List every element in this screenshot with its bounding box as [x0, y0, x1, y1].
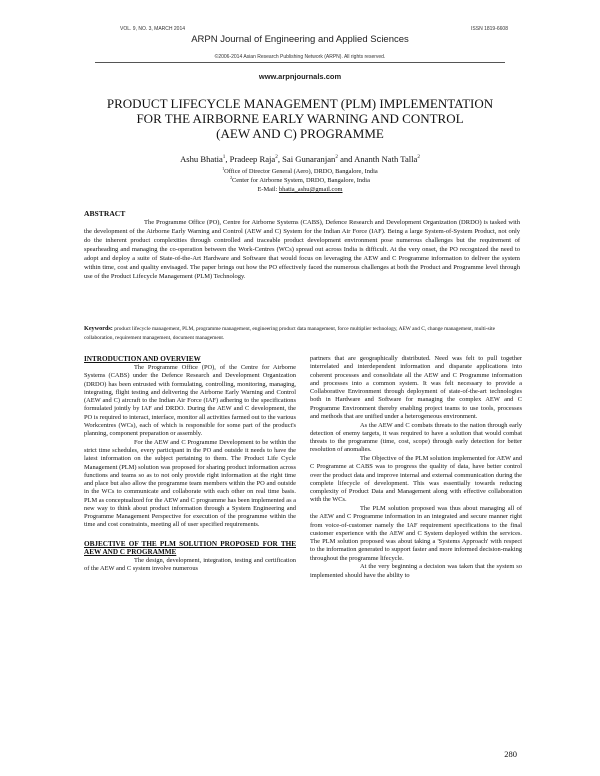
author-name: Sai Gunaranjan — [282, 154, 336, 164]
keywords — [84, 325, 520, 342]
paragraph: The design, development, integration, testing and certification of the AEW and C system involve numerous — [84, 557, 296, 573]
right-column — [310, 355, 522, 580]
affiliation-2: $^2$Center for Airborne System, DRDO, Bangalore, India — [230, 175, 370, 184]
issn: ISSN 1819-6608 — [471, 26, 508, 32]
paragraph: partners that are geographically distributed. Need was felt to pull together interrelated and interdependent information and disparate applications into coherent processes and consolidate all the AEW and C Programme information and processes into a common system. It was felt necessary to provide a Collaborative Environment through deployment of state-of-the-art technologies both in Hardware and Software for managing the complex AEW and C Programme Environment thereby enabling project teams to use tools, processes and methods that are unified under a heterogeneous environment. — [310, 355, 522, 420]
author-name: Pradeep Raja — [229, 154, 276, 164]
left-column — [84, 355, 296, 574]
abstract-heading: ABSTRACT — [84, 209, 126, 218]
volume-line: VOL. 9, NO. 3, MARCH 2014 — [120, 26, 186, 32]
paragraph: For the AEW and C Programme Development to be within the strict time schedules, every participant in the PO and outside it needs to have the latest information on the subject pertaining to them. The Product Life Cycle Management (PLM) solution was proposed for sharing product information across functions and teams so as to not only provide right information at the right time and place but also allow the programme team members within the PO and outside in the WCs to communicate and collaborate with each other on real time basis. PLM as conceptualized for the AEW and C programme has been implemented as a new way to think about product information through a System Engineering and Programme Management Perspective for execution of the programme within the time and cost constraints, meeting all of user specified requirements. — [84, 438, 296, 529]
journal-website: www.arpnjournals.com — [258, 72, 342, 81]
section-heading: INTRODUCTION AND OVERVIEW — [84, 355, 201, 363]
title-line: (AEW AND C) PROGRAMME — [216, 126, 384, 141]
paper-title — [60, 96, 540, 141]
journal-name: ARPN Journal of Engineering and Applied Sciences — [191, 34, 409, 45]
paragraph: The PLM solution proposed was thus about managing all of the AEW and C Programme information in an integrated and secure manner right from voice-of-customer namely the IAF requirement specifications to the final customer experience with the AEW and C System deployed within the services. The PLM solution proposed was about taking a 'Systems Approach' with respect to the information generated to support faster and more informed decision-making throughout the programme lifecycle. — [310, 505, 522, 562]
section-heading: OBJECTIVE OF THE PLM SOLUTION PROPOSED FOR THE AEW AND C PROGRAMME — [84, 539, 296, 556]
author-name: Ananth Nath Talla — [354, 154, 418, 164]
keywords-text: product lifecycle management, PLM, programme management, engineering product data management, force multiplier technology, AEW and C, change management, multi-site collaboration, requirement management, document management. — [84, 326, 496, 341]
copyright-line: ©2006-2014 Asian Research Publishing Network (ARPN). All rights reserved. — [214, 54, 386, 60]
header-divider — [95, 62, 505, 63]
paragraph: As the AEW and C combats threats to the nation through early detection of enemy targets, it was required to have a solution that would combat threats to the programme (time, cost, scope) through early detection for better resolution of anomalies. — [310, 421, 522, 454]
abstract-text: The Programme Office (PO), Centre for Airborne Systems (CABS), Defence Research and Development Organization (DRDO) is tasked with the development of the Airborne Early Warning and Control (AEW and C) System for the Indian Air Force (IAF). Being a large System-of-System Product, not only do the inherent product complexities through controlled and traceable product development environment pose numerous challenges but the requirement of spearheading and managing the co-operation between the Work-Centres (WCs) spread out across India is difficult. At the very onset, the PO recognized the need to adopt and deploy a suite of State-of-the-Art Hardware and Software that would focus on leveraging the AEW and C Programme information to deliver the system within time, cost and quality envisaged. The paper brings out how the PO effectively faced the numerous challenges at both the Product and Programme level through use of the Product Lifecycle Management (PLM) Technology. — [84, 219, 520, 280]
email-link[interactable]: bhatia_ashu@gmail.com — [278, 186, 343, 193]
affiliation-1: $^1$Office of Director General (Aero), DRDO, Bangalore, India — [222, 166, 378, 175]
author-name: Ashu Bhatia — [180, 154, 223, 164]
keywords-label: Keywords: — [84, 325, 113, 332]
author-list: Ashu Bhatia$^1$, Pradeep Raja$^2$, Sai Gunaranjan$^2$ and Ananth Nath Talla$^2$ — [180, 154, 420, 164]
title-line: PRODUCT LIFECYCLE MANAGEMENT (PLM) IMPLEMENTATION — [106, 96, 494, 111]
author-email: E-Mail: bhatia_ashu@gmail.com — [257, 186, 343, 193]
title-line: FOR THE AIRBORNE EARLY WARNING AND CONTROL — [136, 111, 464, 126]
page-number: 280 — [504, 749, 517, 759]
paragraph: The Programme Office (PO), of the Centre for Airborne Systems (CABS) under the Defence Research and Development Organization (DRDO) has been entrusted with formulating, controlling, monitoring, managing, integrating, flight testing and delivering the Airborne Early Warning and Control (AEW and C) aircraft to the Indian Air Force (IAF) adhering to the specifications formulated jointly by IAF and DRDO. During the AEW and C development, the PO is required to interact, interface, monitor all activities farmed out to the various Workcentres (WCs), each of which is responsible for some part of the product's planning, component preparation or assembly. — [84, 364, 296, 437]
paragraph: The Objective of the PLM solution implemented for AEW and C Programme at CABS was to progress the quality of data, have better control over the product data and improve internal and external communication during the complete lifecycle of development. This was essentially towards reducing complexity of Product Data and Management along with effective collaboration with the WCs. — [310, 455, 522, 504]
paragraph: At the very beginning a decision was taken that the system so implemented should have the ability to — [310, 563, 522, 579]
